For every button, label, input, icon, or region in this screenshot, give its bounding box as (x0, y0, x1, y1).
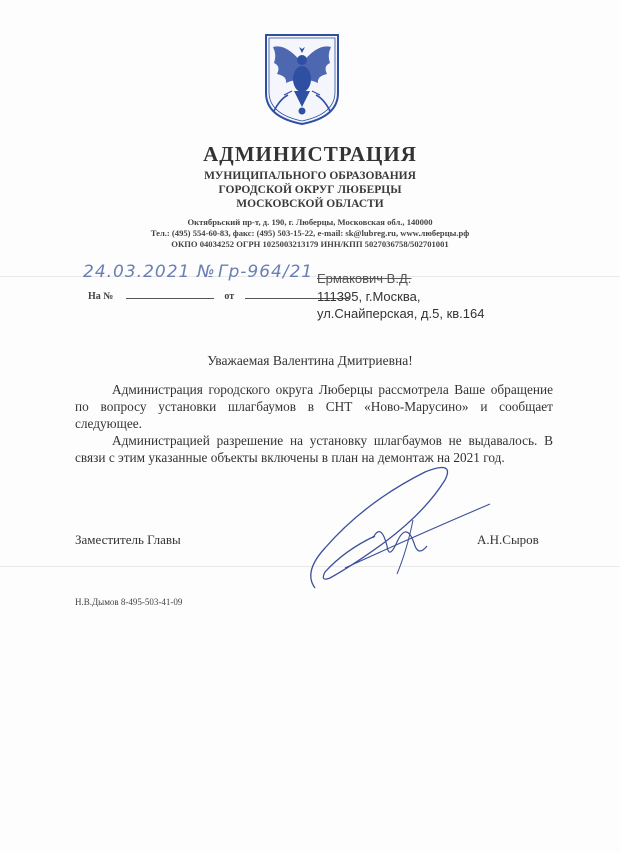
body-paragraph-1: Администрация городского округа Люберцы рассмотрела Ваше обращение по вопросу установки шлагбаумов в СНТ «Ново-Марусино» и сообщает следующее. (75, 382, 553, 431)
organization-line-3: МОСКОВСКОЙ ОБЛАСТИ (236, 198, 384, 210)
reference-row (88, 291, 349, 302)
organization-line-1: МУНИЦИПАЛЬНОГО ОБРАЗОВАНИЯ (204, 170, 416, 182)
handwritten-date: 24.03.2021 (83, 262, 191, 282)
handwritten-signature (285, 450, 505, 600)
body-paragraph-2: Администрацией разрешение на установку шлагбаумов не выдавалось. В связи с этим указанные объекты включены в план на демонтаж на 2021 год. (75, 433, 553, 465)
executor-contact: Н.В.Дымов 8-495-503-41-09 (75, 597, 183, 607)
organization-line-2: ГОРОДСКОЙ ОКРУГ ЛЮБЕРЦЫ (218, 184, 402, 196)
addressee-city: 111395, г.Москва, (317, 289, 421, 304)
addressee-name: Ермакович В.Д. (317, 271, 412, 286)
organization-address: Октябрьский пр-т, д. 190, г. Люберцы, Московская обл., 140000 (187, 217, 433, 227)
organization-title: АДМИНИСТРАЦИЯ (203, 142, 417, 166)
handwritten-number: Гр-964/21 (218, 262, 314, 282)
reference-number-label: На № (88, 291, 114, 302)
signatory-name: А.Н.Сыров (477, 532, 539, 547)
reference-number-blank (126, 298, 214, 299)
organization-codes: ОКПО 04034252 ОГРН 1025003213179 ИНН/КПП 5027036758/502701001 (171, 239, 449, 249)
salutation: Уважаемая Валентина Дмитриевна! (207, 353, 413, 368)
handwritten-number-prefix: № (197, 262, 216, 282)
addressee-street: ул.Снайперская, д.5, кв.164 (317, 306, 485, 321)
reference-from-label: от (224, 291, 235, 302)
coat-of-arms-eagle-icon (264, 33, 340, 126)
organization-phones: Тел.: (495) 554-60-83, факс: (495) 503-15-22, e-mail: sk@lubreg.ru, www.люберцы.рф (150, 228, 470, 238)
signatory-position: Заместитель Главы (75, 532, 181, 547)
